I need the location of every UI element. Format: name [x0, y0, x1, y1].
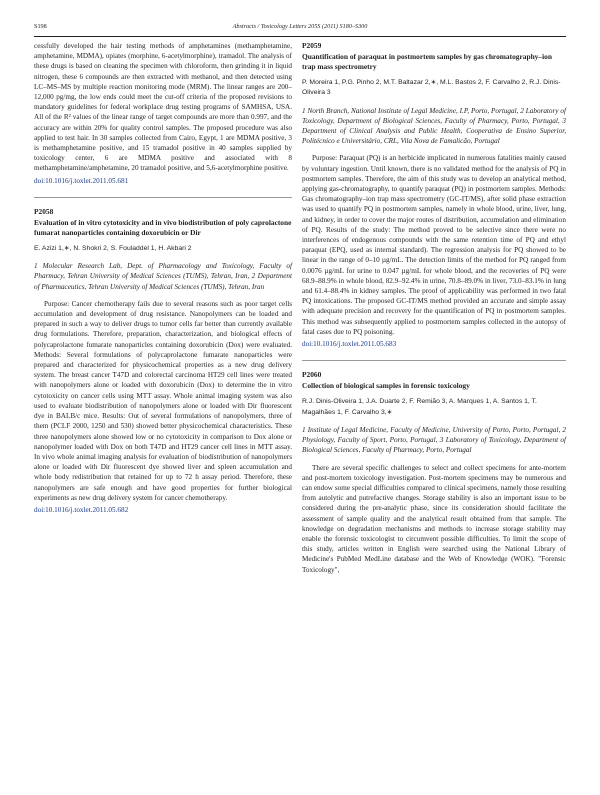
abstract-affiliations: 1 North Branch, National Institute of Legal Medicine, I.P, Porto, Portugal, 2 Laboratory of Toxicology, Department of Biological Sciences, Faculty of Pharmacy, Porto, Portugal, 3 Department of Clinical Analysis and Public Health, Cooperativa de Ensino Superior, Politécnico e Universitário, CRL, Vila Nova de Famalicão, Portugal [302, 106, 566, 146]
abstract-affiliations: 1 Molecular Research Lab, Dept. of Pharmacology and Toxicology, Faculty of Pharmacy, Tehran University of Medical Sciences (TUMS), Tehran, Iran, 2 Department of Pharmaceutics, Tehran University of Medical Sciences (TUMS), Tehran, Iran [34, 262, 292, 291]
abstract-authors: R.J. Dinis-Oliveira 1, J.A. Duarte 2, F. Remião 3, A. Marques 1, A. Santos 1, T. Magalhães 1, F. Carvalho 3,∗ [302, 398, 537, 416]
abstract-title: Evaluation of in vitro cytotoxicity and in vivo biodistribution of poly caprolactone fumarat nanoparticles containing doxorubicin or Dir [34, 218, 292, 238]
continued-abstract-text: cessfully developed the hair testing methods of amphetamines (methamphetamine, amphetamine, MDMA), opiates (morphine, 6-acetylmorphine), tramadol. The analysis of these drugs is based on cleaning the specimen with chloroform, then grinding it in liquid nitrogen, these 6 compounds are then extracted with methanol, and then detected using LC–MS–MS by multiple reaction monitoring mode (MRM). The linear ranges are 200–12,000 pg/mg, the low ends could meet the cut-off criteria of the proposed revisions to mandatory guidelines for federal workplace drug testing programs of SAMHSA, USA. All of the R² values of the linear range of target compounds are more than 0.997, and the accuracy are within 20% for quality control samples. The proposed procedure was also applied to test hair. In 30 samples collected from Cairo, Egypt, 1 are MDMA positive, 3 is methamphetamine positive, and 15 tramadol positive in 40 samples supplied by toxicology center, 6 are MDMA positive and associated with 8 methamphetamine/amphetamine, 20 tramadol positive, and 5,6-acetylmorphine positive. [34, 42, 292, 173]
abstract-p2059 [302, 41, 566, 349]
left-column [34, 41, 292, 515]
doi-link[interactable]: doi:10.1016/j.toxlet.2011.05.683 [302, 340, 397, 349]
abstract-title: Collection of biological samples in forensic toxicology [302, 381, 470, 391]
abstract-id: P2060 [302, 370, 322, 380]
abstract-p2060 [302, 370, 566, 574]
abstract-authors: P. Moreira 1, P.G. Pinho 2, M.T. Baltazar 2,∗, M.L. Bastos 2, F. Carvalho 2, R.J. Dinis-Oliveira 3 [302, 79, 561, 97]
abstract-id: P2058 [34, 206, 54, 216]
abstract-id: P2059 [302, 41, 322, 50]
abstract-authors: E. Azizi 1,∗, N. Shokri 2, S. Fouladdel 1, H. Akbari 2 [34, 245, 192, 253]
abstract-body: There are several specific challenges to select and collect specimens for ante-mortem and post-mortem toxicology investigation. Post-mortem specimens may be numerous and can endow some special difficulties compared to clinical specimens, namely those resulting from autolytic and putrefactive changes. Storage stability is also an important issue to be considered during the pre-analytic phase, since its consideration should facilitate the assessment of sample quality and the analytical result obtained from that sample. The knowledge on degradation mechanisms and methods to increase storage stability may enable the forensic toxicologist to circumvent possible difficulties. To limit the scope of this study, articles written in English were searched using the National Library of Medicine's PubMed MedLine database and the Web of Knowledge (WOK). "Forensic Toxicology", [302, 463, 566, 574]
abstract-body: Purpose: Paraquat (PQ) is an herbicide implicated in numerous fatalities mainly caused by voluntary ingestion. Until known, there is no validated method for the analysis of PQ in postmortem samples. Therefore, the aim of this study was to develop an analytical method, applying gas-chromatography, to quantify paraquat (PQ) in postmortem samples. Methods: Gas chromatography–ion trap mass spectrometry (GC-IT/MS), after solid phase extraction was used to quantify PQ in postmortem samples, namely in whole blood, urine, liver, lung, and kidney, in order to cover the major routes of distribution, accumulation and elimination of PQ. Results of the study: The method proved to be selective since there were no interferences of endogenous compounds with the same retention time of PQ and ethyl paraquat (EPQ, used as internal standard). The regression analysis for PQ showed to be linear in the range of 0–10 µg/mL. The detection limits of the method for PQ ranged from 0.0076 µg/mL for urine to 0.047 µg/mL for whole blood, and the recoveries of PQ were 68.9–88.9% in whole blood, 82.9–92.4% in urine, 70.8–89.0% in liver, 73.0–83.1% in lung and 61.4–88.4% in kidney samples. The proof of applicability was performed in two fatal PQ intoxications. The proposed GC-IT/MS method provided an accurate and simple assay with adequate precision and recovery for the quantification of PQ in postmortem samples. This method was subsequently applied to postmortem samples collected in the autopsy of fatal cases due to PQ poisoning. [302, 154, 566, 336]
running-header [34, 22, 566, 37]
abstract-body: Purpose: Cancer chemotherapy fails due to several reasons such as poor target cells accumulation and development of drug resistance. Nanopolymers can be loaded and prepared in such a way to deliver drugs to tumor cells far better than currently available drug formulations. Therefore, preparation, characterization, and biological effects of polycaprolactone fumarate nanoparticles containing doxorubicin (Dox) were evaluated. Methods: Several formulations of polycaprolactone fumarate nanoparticles were prepared and characterized for physicochemical properties as a new drug delivery system. The breast cancer T47D and colorectal carcinoma HT29 cell lines were treated with nanopolymers alone or loaded with doxorubicin (Dox) to determine the in vitro cytotoxicity on cancer cells using MTT assay. Whole animal imaging system was also used to evaluate biodistribution of nanopolymers alone or loaded with Dir fluorescent dye in BALB/c mice. Results: Out of several formulations of nanopolymers, three of them (PCLF 2000, 1250 and 530) showed better physicochemical characteristics. These three nanopolymers alone showed low or no cytotoxicity in comparison to Dox alone or nanopolymer loaded with Dox on both T47D and HT29 cancer cell lines in MTT assay. In vivo whole animal imaging analysis for evaluation of biodistribution of nanopolymers alone or loaded with Dir fluorescent dye showed liver and spleen accumulation and whole body redistribution that retained for up to 72 h assay period. Therefore, these nanopolymers are safe enough and have good properties for further biological experiments as new drug delivery system for cancer chemotherapy. [34, 299, 292, 502]
right-column [302, 41, 566, 575]
journal-title: Abstracts / Toxicology Letters 205S (2011) S180–S300 [232, 23, 368, 30]
page-number: S198 [34, 23, 47, 30]
abstract-title: Quantification of paraquat in postmortem samples by gas chromatography–ion trap mass spectrometry [302, 52, 552, 72]
abstract-divider [34, 197, 292, 198]
abstract-divider [302, 360, 566, 361]
abstract-p2058 [34, 207, 292, 515]
abstract-affiliations: 1 Institute of Legal Medicine, Faculty of Medicine, University of Porto, Porto, Portugal, 2 Physiology, Faculty of Sport, Porto, Portugal, 3 Laboratory of Toxicology, Department of Biological Sciences, Faculty of Pharmacy, Porto, Portugal [302, 425, 566, 455]
doi-link[interactable]: doi:10.1016/j.toxlet.2011.05.682 [34, 505, 129, 514]
doi-link[interactable]: doi:10.1016/j.toxlet.2011.05.681 [34, 176, 129, 185]
